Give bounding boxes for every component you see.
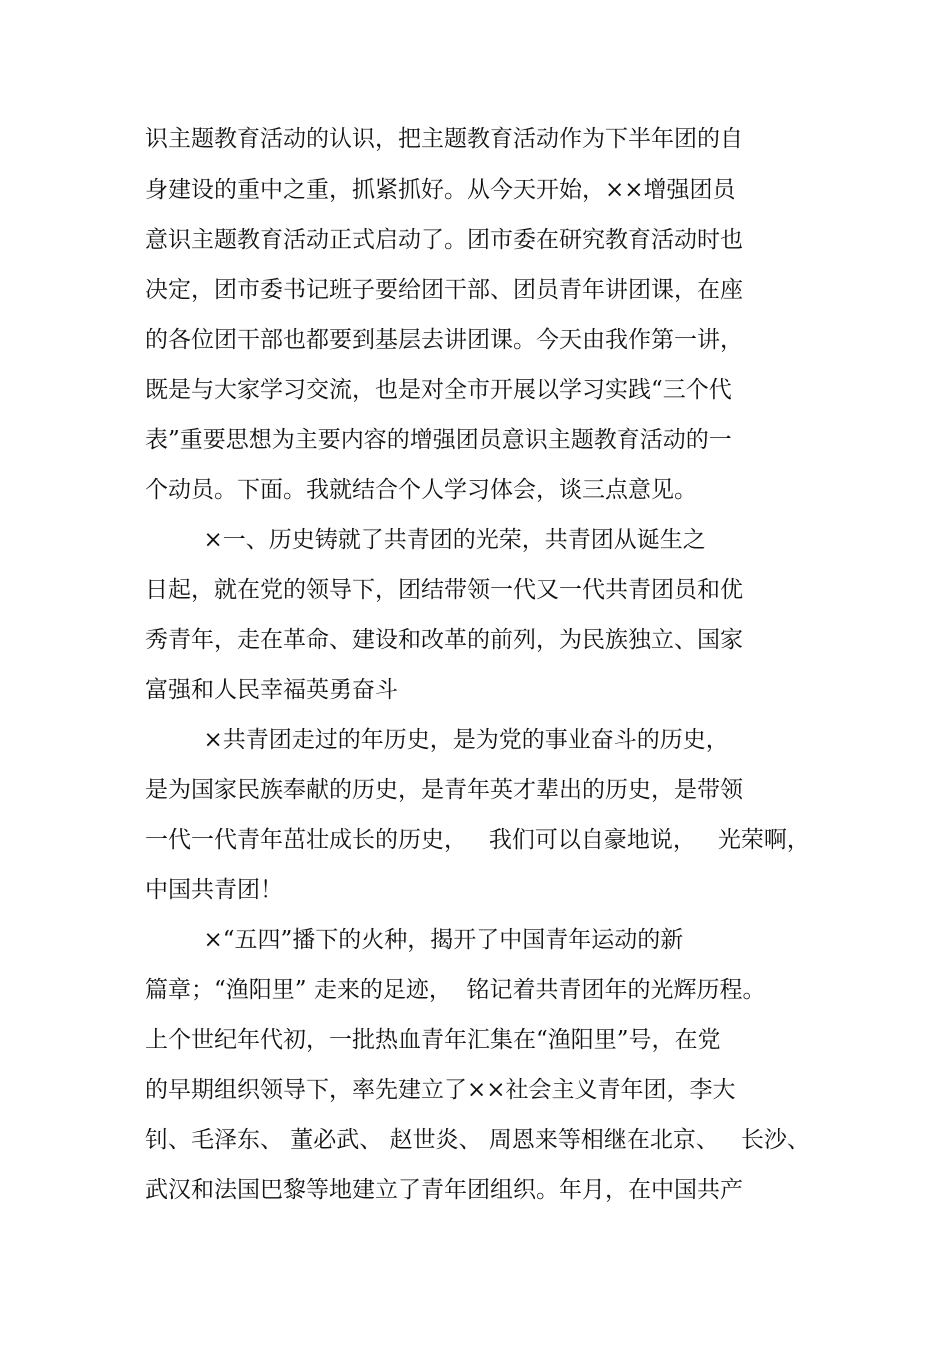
text-line: 篇章；“渔阳里” 走来的足迹， 铭记着共青团年的光辉历程。 xyxy=(145,977,766,1003)
text-line: 的各位团干部也都要到基层去讲团课。今天由我作第一讲， xyxy=(145,327,743,353)
text-line: ×“五四”播下的火种，揭开了中国青年运动的新 xyxy=(145,927,684,953)
text-line: ×一、历史铸就了共青团的光荣，共青团从诞生之 xyxy=(145,527,706,553)
text-line: 秀青年，走在革命、建设和改革的前列，为民族独立、国家 xyxy=(145,627,743,653)
text-line: 识主题教育活动的认识，把主题教育活动作为下半年团的自 xyxy=(145,126,743,152)
text-line: 是为国家民族奉献的历史，是青年英才辈出的历史，是带领 xyxy=(145,777,743,803)
text-line: 中国共青团！ xyxy=(145,877,283,903)
text-line: 武汉和法国巴黎等地建立了青年团组织。年月，在中国共产 xyxy=(145,1177,743,1203)
text-line: 个动员。下面。我就结合个人学习体会，谈三点意见。 xyxy=(145,477,697,503)
text-line: 意识主题教育活动正式启动了。团市委在研究教育活动时也 xyxy=(145,227,743,253)
text-line: 上个世纪年代初，一批热血青年汇集在“渔阳里”号，在党 xyxy=(145,1027,721,1053)
text-line: ×共青团走过的年历史，是为党的事业奋斗的历史， xyxy=(145,727,729,753)
text-line: 日起，就在党的领导下，团结带领一代又一代共青团员和优 xyxy=(145,577,743,603)
text-line: 身建设的重中之重，抓紧抓好。从今天开始，××增强团员 xyxy=(145,177,736,203)
text-line: 钊、毛泽东、 董必武、 赵世炎、 周恩来等相继在北京、 长沙、 xyxy=(145,1127,810,1153)
text-line: 既是与大家学习交流，也是对全市开展以学习实践“三个代 xyxy=(145,377,732,403)
text-line: 表”重要思想为主要内容的增强团员意识主题教育活动的一 xyxy=(145,427,732,453)
text-line: 一代一代青年茁壮成长的历史， 我们可以自豪地说， 光荣啊， xyxy=(145,827,810,853)
text-line: 决定，团市委书记班子要给团干部、团员青年讲团课，在座 xyxy=(145,277,743,303)
text-line: 富强和人民幸福英勇奋斗 xyxy=(145,677,398,703)
text-line: 的早期组织领导下，率先建立了××社会主义青年团，李大 xyxy=(145,1077,736,1103)
